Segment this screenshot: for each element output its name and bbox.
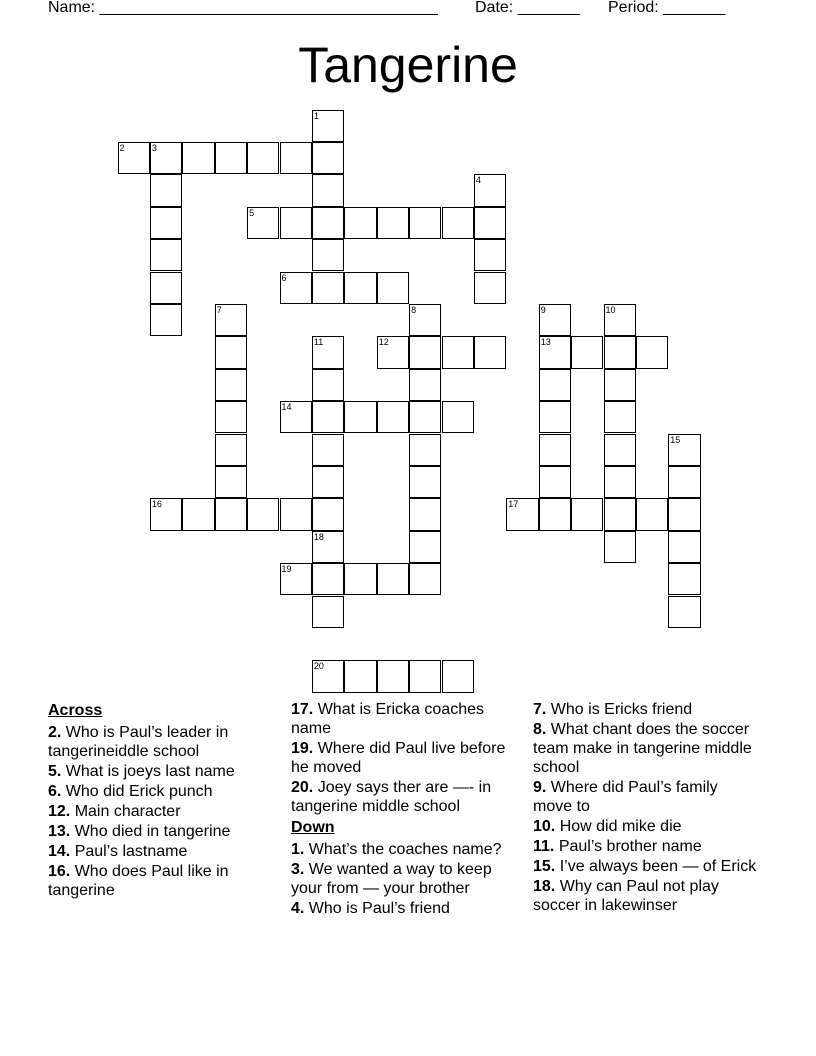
grid-cell[interactable] (604, 498, 636, 530)
grid-cell[interactable] (312, 596, 344, 628)
grid-cell[interactable] (604, 304, 636, 336)
grid-cell[interactable] (442, 660, 474, 692)
grid-cell[interactable] (539, 369, 571, 401)
clue-text: Where did Paul live before he moved (291, 740, 506, 776)
grid-cell[interactable] (604, 369, 636, 401)
clue-text: Joey says ther are —- in tangerine middle school (291, 779, 492, 815)
clue-8 (533, 720, 758, 777)
grid-cell[interactable] (571, 336, 603, 368)
grid-cell[interactable] (312, 174, 344, 206)
clue-number: 3. (291, 861, 305, 878)
clue-text: Who did Erick punch (65, 783, 213, 800)
grid-cell[interactable] (668, 466, 700, 498)
grid-cell[interactable] (409, 207, 441, 239)
clue-9 (533, 778, 758, 816)
clue-number: 7. (533, 701, 547, 718)
grid-cell[interactable] (668, 434, 700, 466)
clue-19 (291, 739, 516, 777)
clue-14 (48, 842, 273, 861)
grid-cell[interactable] (442, 401, 474, 433)
clue-number: 14. (48, 843, 71, 860)
grid-cell[interactable] (280, 401, 312, 433)
cell-number: 19 (281, 564, 292, 575)
cell-number: 7 (216, 304, 222, 315)
grid-cell[interactable] (377, 272, 409, 304)
clue-number: 11. (533, 838, 555, 855)
grid-cell[interactable] (409, 466, 441, 498)
cell-number: 2 (119, 142, 125, 153)
cell-number: 6 (281, 272, 287, 283)
grid-cell[interactable] (150, 142, 182, 174)
clue-6 (48, 782, 273, 801)
clue-number: 4. (291, 900, 305, 917)
clue-18 (533, 877, 758, 915)
grid-cell[interactable] (409, 369, 441, 401)
grid-cell[interactable] (280, 498, 312, 530)
clue-text: What is joeys last name (65, 763, 235, 780)
grid-cell[interactable] (539, 466, 571, 498)
grid-cell[interactable] (604, 401, 636, 433)
clue-number: 13. (48, 823, 71, 840)
clue-text: Paul’s brother name (558, 838, 702, 855)
grid-cell[interactable] (668, 498, 700, 530)
grid-cell[interactable] (312, 498, 344, 530)
cell-number: 11 (313, 337, 324, 348)
cell-number: 9 (540, 304, 546, 315)
grid-cell[interactable] (344, 660, 376, 692)
clue-2 (48, 723, 273, 761)
grid-cell[interactable] (312, 239, 344, 271)
grid-cell[interactable] (312, 336, 344, 368)
clue-text: Where did Paul’s family move to (533, 779, 718, 815)
grid-cell[interactable] (150, 239, 182, 271)
grid-cell[interactable] (312, 660, 344, 692)
clue-number: 5. (48, 763, 62, 780)
grid-cell[interactable] (344, 272, 376, 304)
date-field[interactable]: Date: _______ (475, 0, 580, 16)
clue-3 (291, 860, 516, 898)
clue-5 (48, 762, 273, 781)
clue-text: Who is Paul’s friend (308, 900, 450, 917)
clue-number: 8. (533, 721, 547, 738)
clue-number: 16. (48, 863, 71, 880)
grid-cell[interactable] (377, 207, 409, 239)
cell-number: 15 (670, 434, 681, 445)
grid-cell[interactable] (604, 434, 636, 466)
clue-text: Who is Ericks friend (550, 701, 693, 718)
clue-15 (533, 857, 758, 876)
clue-number: 18. (533, 878, 556, 895)
clue-text: Who died in tangerine (74, 823, 231, 840)
cell-number: 20 (313, 661, 324, 672)
grid-cell[interactable] (409, 563, 441, 595)
cell-number: 8 (411, 304, 417, 315)
grid-cell[interactable] (215, 369, 247, 401)
clue-4 (291, 899, 516, 918)
grid-cell[interactable] (377, 401, 409, 433)
clue-text: Who is Paul’s leader in tangerineiddle school (48, 724, 229, 760)
grid-cell[interactable] (474, 207, 506, 239)
grid-cell[interactable] (474, 336, 506, 368)
grid-cell[interactable] (604, 531, 636, 563)
clue-10 (533, 817, 758, 836)
grid-cell[interactable] (215, 142, 247, 174)
grid-cell[interactable] (150, 498, 182, 530)
grid-cell[interactable] (215, 434, 247, 466)
clue-7 (533, 700, 758, 719)
clue-16 (48, 862, 273, 900)
grid-cell[interactable] (409, 304, 441, 336)
cell-number: 4 (475, 175, 481, 186)
section-heading-down: Down (291, 819, 335, 836)
grid-cell[interactable] (312, 142, 344, 174)
grid-cell[interactable] (506, 498, 538, 530)
clue-text: Paul’s lastname (74, 843, 188, 860)
clue-text: What is Ericka coaches name (291, 701, 484, 737)
grid-cell[interactable] (571, 498, 603, 530)
grid-cell[interactable] (312, 466, 344, 498)
clue-20 (291, 778, 516, 816)
grid-cell[interactable] (280, 142, 312, 174)
grid-cell[interactable] (442, 207, 474, 239)
grid-cell[interactable] (377, 660, 409, 692)
clue-1 (291, 840, 516, 859)
grid-cell[interactable] (247, 207, 279, 239)
period-field[interactable]: Period: _______ (608, 0, 726, 16)
clue-number: 19. (291, 740, 314, 757)
grid-cell[interactable] (247, 498, 279, 530)
clue-number: 20. (291, 779, 314, 796)
clues-column-1 (48, 700, 273, 901)
grid-cell[interactable] (409, 531, 441, 563)
clue-number: 10. (533, 818, 556, 835)
grid-cell[interactable] (312, 369, 344, 401)
grid-cell[interactable] (215, 336, 247, 368)
clue-number: 17. (291, 701, 314, 718)
grid-cell[interactable] (474, 239, 506, 271)
grid-cell[interactable] (668, 531, 700, 563)
grid-cell[interactable] (182, 142, 214, 174)
cell-number: 1 (313, 110, 319, 121)
grid-cell[interactable] (215, 304, 247, 336)
grid-cell[interactable] (182, 498, 214, 530)
clues-column-3 (533, 700, 758, 916)
grid-cell[interactable] (312, 434, 344, 466)
grid-cell[interactable] (539, 336, 571, 368)
cell-number: 16 (151, 499, 162, 510)
grid-cell[interactable] (409, 401, 441, 433)
cell-number: 12 (378, 337, 389, 348)
grid-cell[interactable] (409, 336, 441, 368)
cell-number: 18 (313, 531, 324, 542)
cell-number: 5 (249, 207, 255, 218)
grid-cell[interactable] (215, 466, 247, 498)
grid-cell[interactable] (312, 401, 344, 433)
clue-number: 9. (533, 779, 547, 796)
grid-cell[interactable] (344, 207, 376, 239)
clues-column-2 (291, 700, 516, 919)
clue-text: What chant does the soccer team make in tangerine middle school (533, 721, 752, 776)
grid-cell[interactable] (474, 174, 506, 206)
clue-17 (291, 700, 516, 738)
cell-number: 3 (151, 142, 157, 153)
clue-text: Why can Paul not play soccer in lakewinser (533, 878, 719, 914)
grid-cell[interactable] (539, 401, 571, 433)
cell-number: 13 (540, 337, 551, 348)
clue-text: I’ve always been — of Erick (559, 858, 757, 875)
grid-cell[interactable] (344, 563, 376, 595)
grid-cell[interactable] (150, 304, 182, 336)
grid-cell[interactable] (377, 563, 409, 595)
grid-cell[interactable] (312, 110, 344, 142)
grid-cell[interactable] (150, 207, 182, 239)
grid-cell[interactable] (280, 272, 312, 304)
clue-number: 2. (48, 724, 62, 741)
cell-number: 17 (508, 499, 519, 510)
grid-cell[interactable] (636, 498, 668, 530)
grid-cell[interactable] (474, 272, 506, 304)
clue-text: Who does Paul like in tangerine (48, 863, 229, 899)
cell-number: 14 (281, 402, 292, 413)
clue-number: 6. (48, 783, 62, 800)
grid-cell[interactable] (409, 434, 441, 466)
grid-cell[interactable] (280, 563, 312, 595)
grid-cell[interactable] (604, 336, 636, 368)
grid-cell[interactable] (668, 563, 700, 595)
grid-cell[interactable] (668, 596, 700, 628)
section-heading-across: Across (48, 702, 103, 719)
grid-cell[interactable] (312, 531, 344, 563)
clue-11 (533, 837, 758, 856)
grid-cell[interactable] (312, 272, 344, 304)
clue-text: What’s the coaches name? (308, 841, 502, 858)
grid-cell[interactable] (409, 498, 441, 530)
grid-cell[interactable] (247, 142, 279, 174)
grid-cell[interactable] (539, 434, 571, 466)
grid-cell[interactable] (312, 207, 344, 239)
grid-cell[interactable] (377, 336, 409, 368)
clue-number: 15. (533, 858, 556, 875)
clue-13 (48, 822, 273, 841)
grid-cell[interactable] (118, 142, 150, 174)
grid-cell[interactable] (442, 336, 474, 368)
name-field[interactable]: Name: ______________________________________ (48, 0, 438, 16)
grid-cell[interactable] (280, 207, 312, 239)
clue-text: We wanted a way to keep your from — your brother (291, 861, 492, 897)
cell-number: 10 (605, 304, 616, 315)
clue-text: Main character (74, 803, 181, 820)
clue-number: 1. (291, 841, 305, 858)
grid-cell[interactable] (539, 304, 571, 336)
grid-cell[interactable] (539, 498, 571, 530)
clue-number: 12. (48, 803, 71, 820)
grid-cell[interactable] (150, 272, 182, 304)
grid-cell[interactable] (604, 466, 636, 498)
clue-text: How did mike die (559, 818, 682, 835)
grid-cell[interactable] (636, 336, 668, 368)
grid-cell[interactable] (150, 174, 182, 206)
grid-cell[interactable] (215, 498, 247, 530)
grid-cell[interactable] (312, 563, 344, 595)
page-title: Tangerine (298, 37, 518, 93)
grid-cell[interactable] (409, 660, 441, 692)
grid-cell[interactable] (215, 401, 247, 433)
clue-12 (48, 802, 273, 821)
grid-cell[interactable] (344, 401, 376, 433)
